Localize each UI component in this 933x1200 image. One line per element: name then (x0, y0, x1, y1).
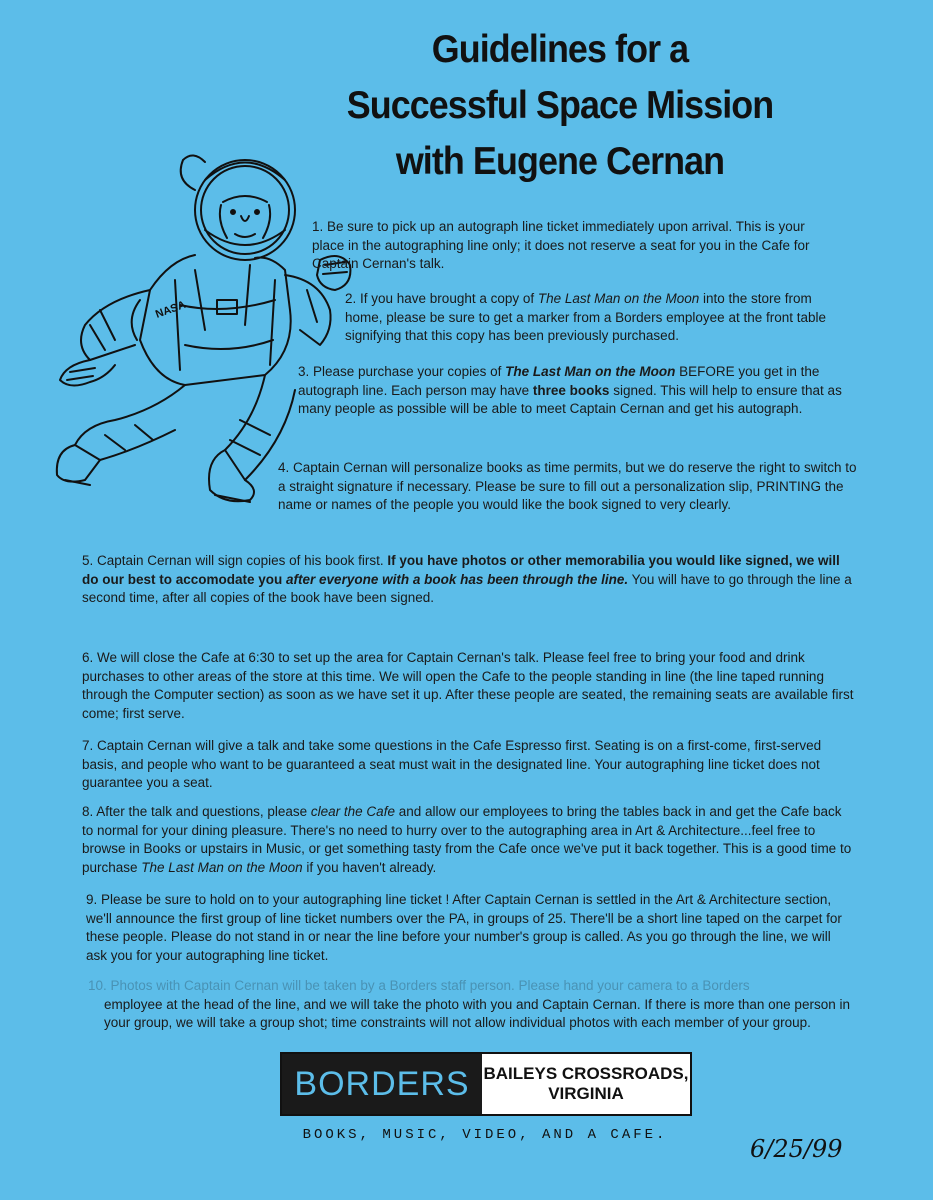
handwritten-date: 6/25/99 (750, 1135, 843, 1163)
list-item-9 (86, 891, 854, 965)
borders-brand: BORDERS (282, 1054, 482, 1114)
item-10-text: employee at the head of the line, and we will take the photo with you and Captain Cernan. If there is more than one person in your group, we will take a group shot; time constraints will not allow individual photos with each member of your group. (104, 996, 850, 1031)
item-2-text-b: into the store from home, please be sure to get a marker from a Borders employee at the front table signifying that this copy has been previously purchased. (345, 291, 827, 344)
item-7-text: 7. Captain Cernan will give a talk and take some questions in the Cafe Espresso first. Seating is on a first-come, first-served basis, and people who want to be guaranteed a seat must wait in the designated line. Your autographing line ticket does not guarantee you a seat. (82, 738, 822, 791)
list-item-3 (298, 363, 850, 419)
item-9-text: 9. Please be sure to hold on to your autographing line ticket ! After Captain Cernan is settled in the Art & Architecture section, we'll announce the first group of line ticket numbers over the PA, in groups of 25. There'll be a short line taped on the carpet for these people. Please do not stand in or near the line before your number's group is called. As you go through the line, we will ask you for your autographing line ticket. (86, 892, 842, 963)
title-line-3: with Eugene Cernan (395, 140, 725, 183)
list-item-10 (88, 977, 854, 1033)
item-3-book-title: The Last Man on the Moon (505, 364, 676, 379)
item-5-text-b: You will have to go through the line a second time, after all copies of the book have been signed. (82, 571, 852, 606)
store-location-line-2: VIRGINIA (548, 1084, 624, 1103)
tagline: BOOKS, MUSIC, VIDEO, AND A CAFE. (302, 1127, 668, 1143)
item-3-text-a: 3. Please purchase your copies of (298, 364, 506, 379)
item-3-text-c: signed. This will help to ensure that as many people as possible will be able to meet Captain Cernan and get his autograph. (298, 382, 842, 417)
nasa-badge: NASA (153, 298, 188, 321)
item-1-text: 1. Be sure to pick up an autograph line ticket immediately upon arrival. This is your place in the autographing line only; it does not reserve a seat for you in the Cafe for Captain Cernan's talk. (312, 219, 810, 272)
item-2-book-title: The Last Man on the Moon (537, 291, 700, 306)
borders-logo (280, 1052, 692, 1116)
item-5-bold-italic: after everyone with a book has been through the line. (286, 571, 629, 587)
list-item-1 (312, 218, 832, 274)
item-3-bold: three books (532, 382, 610, 398)
store-location-line-1: BAILEYS CROSSROADS, (483, 1064, 689, 1083)
page-title (321, 22, 799, 190)
list-item-4 (278, 459, 858, 515)
list-item-6 (82, 649, 854, 723)
title-line-1: Guidelines for a (431, 28, 689, 71)
item-8-text-a: 8. After the talk and questions, please (82, 804, 311, 819)
list-item-7 (82, 737, 854, 793)
item-5-bold: If you have photos or other memorabilia you would like signed, we will do our best to accomodate you (82, 553, 840, 587)
item-5-text-a: 5. Captain Cernan will sign copies of his book first. (82, 553, 388, 568)
item-2-text-a: 2. If you have brought a copy of (345, 291, 538, 306)
item-8-text-b: and allow our employees to bring the tables back in and get the Cafe back to normal for your dining pleasure. There's no need to hurry over to the autographing area in Art & Architecture...feel free to browse in Books or upstairs in Music, or get something tasty from the Cafe once we've put it back together. This is a good time to purchase (82, 804, 852, 875)
item-10-faded-line: 10. Photos with Captain Cernan will be taken by a Borders staff person. Please hand your camera to a Borders (88, 978, 750, 993)
list-item-8 (82, 803, 854, 877)
title-line-2: Successful Space Mission (346, 84, 774, 127)
item-8-text-c: if you haven't already. (302, 859, 437, 875)
store-location (482, 1054, 690, 1114)
item-3-text-b: BEFORE you get in the autograph line. Each person may have (298, 364, 820, 398)
list-item-2 (345, 290, 845, 346)
item-8-book-title: The Last Man on the Moon (141, 859, 303, 875)
item-8-italic: clear the Cafe (310, 804, 395, 819)
item-6-text: 6. We will close the Cafe at 6:30 to set up the area for Captain Cernan's talk. Please feel free to bring your food and drink purchases to other areas of the store at this time. We will open the Cafe to the people standing in line (the line taped running through the Computer section) as soon as we have set it up. After these people are seated, the remaining seats are available first come; first serve. (82, 650, 854, 721)
item-4-text: 4. Captain Cernan will personalize books as time permits, but we do reserve the right to switch to a straight signature if necessary. Please be sure to fill out a personalization slip, PRINTING the name or names of the people you would like the book signed to very clearly. (278, 460, 857, 513)
list-item-5 (82, 552, 854, 608)
